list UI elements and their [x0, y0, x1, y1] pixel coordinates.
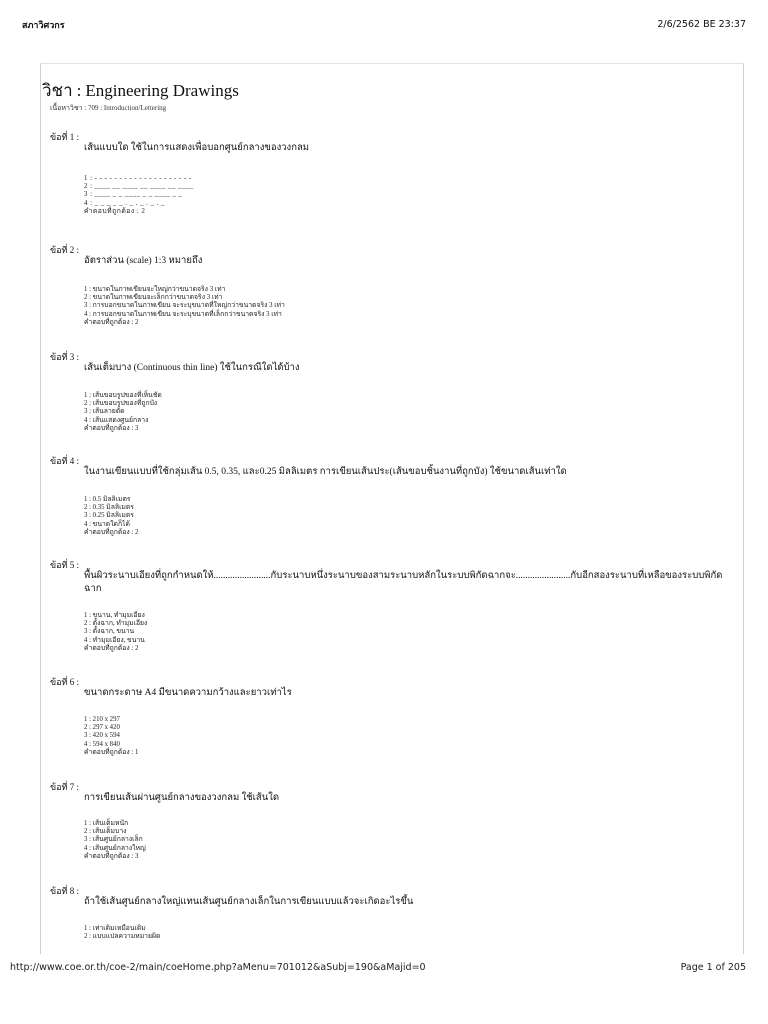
- correct-answer: คำตอบที่ถูกต้อง : 2: [84, 207, 146, 215]
- question-text: ถ้าใช้เส้นศูนย์กลางใหญ่แทนเส้นศูนย์กลางเล็กในการเขียนแบบแล้วจะเกิดอะไรขึ้น: [84, 897, 414, 907]
- choice-2: 2 : ขนาดในภาพเขียนจะเล็กกว่าขนาดจริง 3 เท่า: [84, 294, 223, 302]
- choice-list: [84, 392, 162, 433]
- choice-2: 2 : แบบแปลความหมายผิด: [84, 933, 161, 941]
- choice-list: [84, 716, 138, 757]
- choice-4: 4 : ทำมุมเอียง, ขนาน: [84, 636, 145, 644]
- choice-1: 1 : เส้นขอบรูปของที่เห็นชัด: [84, 392, 162, 399]
- question-number: ข้อที่ 4 :: [50, 456, 79, 466]
- choice-list: [84, 496, 138, 537]
- choice-1: 1 : 210 x 297: [84, 716, 120, 723]
- choice-list: [84, 286, 285, 327]
- choice-1: 1 : - - - - - - - - - - - - - - - - - - - -: [84, 175, 192, 182]
- question-text: ในงานเขียนแบบที่ใช้กลุ่มเส้น 0.5, 0.35, และ0.25 มิลลิเมตร การเขียนเส้นประ(เส้นขอบชิ้นงานที่ถูกบัง) ใช้ขนาดเส้นเท่าใด: [84, 467, 567, 477]
- choice-1: 1 : ขนาดในภาพเขียนจะใหญ่กว่าขนาดจริง 3 เท่า: [84, 286, 226, 293]
- question-text: การเขียนเส้นผ่านศูนย์กลางของวงกลม ใช้เส้นใด: [84, 793, 280, 803]
- correct-answer: คำตอบที่ถูกต้อง : 2: [84, 528, 139, 536]
- correct-answer: คำตอบที่ถูกต้อง : 3: [84, 424, 139, 432]
- choice-3: 3 : 0.25 มิลลิเมตร: [84, 512, 134, 520]
- choice-2: 2 : 0.35 มิลลิเมตร: [84, 504, 134, 512]
- choice-3: 3 : เส้นลายตัด: [84, 408, 125, 416]
- choice-2: 2 : ตั้งฉาก, ทำมุมเอียง: [84, 620, 148, 628]
- title-separator: :: [76, 81, 82, 100]
- question-number: ข้อที่ 3 :: [50, 352, 79, 362]
- choice-2: 2 : ____ __ ____ __ ____ __ ____: [84, 183, 194, 191]
- choice-4: 4 : 594 x 840: [84, 740, 120, 748]
- choice-1: 1 : เท่าเดิมเหมือนเดิม: [84, 925, 146, 932]
- choice-list: [84, 175, 194, 216]
- correct-answer: คำตอบที่ถูกต้อง : 1: [84, 748, 139, 756]
- question-number: ข้อที่ 6 :: [50, 677, 79, 687]
- choice-4: 4 : เส้นศูนย์กลางใหญ่: [84, 844, 146, 852]
- header-site-name: สภาวิศวกร: [22, 21, 65, 31]
- choice-list: [84, 820, 146, 861]
- choice-4: 4 : _ _ _ _ _ . _ . _ . _ . _: [84, 199, 165, 207]
- footer-url: http://www.coe.or.th/coe-2/main/coeHome.php?aMenu=701012&aSubj=190&aMajid=0: [10, 962, 426, 973]
- header-timestamp: 2/6/2562 BE 23:37: [657, 19, 746, 30]
- footer-page-number: Page 1 of 205: [680, 962, 746, 973]
- choice-2: 2 : เส้นขอบรูปของที่ถูกบัง: [84, 400, 158, 408]
- question-number: ข้อที่ 7 :: [50, 782, 79, 792]
- choice-3: 3 : 420 x 594: [84, 732, 120, 740]
- correct-answer: คำตอบที่ถูกต้อง : 2: [84, 318, 139, 326]
- question-number: ข้อที่ 2 :: [50, 245, 79, 255]
- title-text: Engineering Drawings: [85, 81, 239, 100]
- question-text: ขนาดกระดาษ A4 มีขนาดความกว้างและยาวเท่าไร: [84, 688, 292, 698]
- correct-answer: คำตอบที่ถูกต้อง : 2: [84, 644, 139, 652]
- question-number: ข้อที่ 5 :: [50, 560, 79, 570]
- choice-4: 4 : การบอกขนาดในภาพเขียน จะระบุขนาดที่เล็กกว่าขนาดจริง 3 เท่า: [84, 310, 282, 318]
- choice-1: 1 : 0.5 มิลลิเมตร: [84, 496, 131, 503]
- choice-3: 3 : ตั้งฉาก, ขนาน: [84, 628, 135, 636]
- choice-2: 2 : เส้นเต็มบาง: [84, 828, 127, 836]
- question-number: ข้อที่ 8 :: [50, 886, 79, 896]
- question-text: อัตราส่วน (scale) 1:3 หมายถึง: [84, 256, 203, 266]
- title-prefix: วิชา: [42, 81, 73, 100]
- choice-4: 4 : ขนาดใดก็ได้: [84, 520, 130, 528]
- choice-1: 1 : ขนาน, ทำมุมเอียง: [84, 612, 145, 619]
- choice-3: 3 : การบอกขนาดในภาพเขียน จะระบุขนาดที่ใหญ่กว่าขนาดจริง 3 เท่า: [84, 302, 285, 310]
- question-text: เส้นเต็มบาง (Continuous thin line) ใช้ในกรณีใดได้บ้าง: [84, 363, 300, 373]
- question-text: พื้นผิวระนาบเอียงที่ถูกกำหนดให้........................กับระนาบหนึ่งระนาบของสามระนาบหลักในระบบพิกัดฉากจะ.......................กับอีกสองระนาบที่เหลือของระบบพิกัดฉาก: [84, 571, 723, 594]
- choice-3: 3 : เส้นศูนย์กลางเล็ก: [84, 836, 143, 844]
- question-text: เส้นแบบใด ใช้ในการแสดงเพื่อบอกศูนย์กลางของวงกลม: [84, 143, 310, 153]
- choice-list: [84, 612, 147, 653]
- page-title: [42, 77, 239, 104]
- choice-3: 3 : ____ _ _ ____ _ _ ____ _ _: [84, 191, 183, 199]
- correct-answer: คำตอบที่ถูกต้อง : 3: [84, 852, 139, 860]
- choice-4: 4 : เส้นแสดงศูนย์กลาง: [84, 416, 149, 424]
- choice-list: [84, 925, 160, 941]
- choice-2: 2 : 297 x 420: [84, 724, 120, 732]
- question-number: ข้อที่ 1 :: [50, 132, 79, 142]
- choice-1: 1 : เส้นเต็มหนัก: [84, 820, 129, 827]
- page-subtitle: เนื้อหาวิชา : 709 : Introduction/Lettering: [50, 104, 167, 112]
